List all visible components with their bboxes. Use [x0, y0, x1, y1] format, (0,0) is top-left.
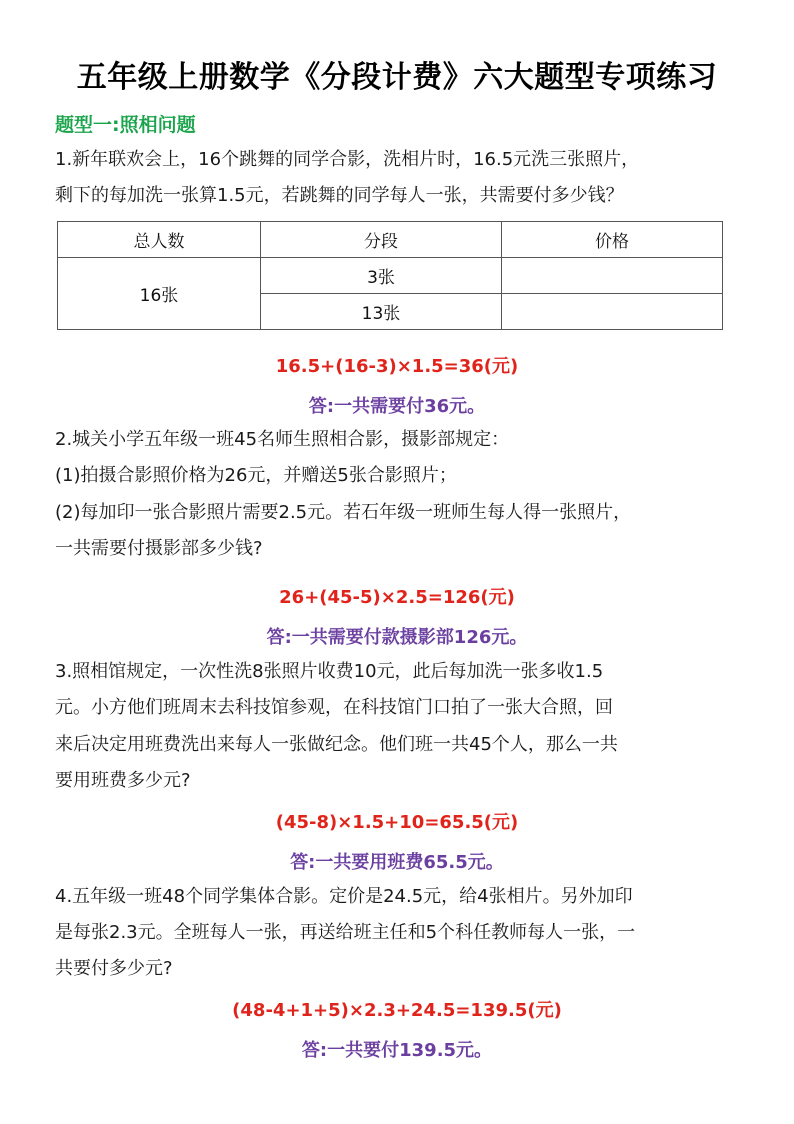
question-1-line-1: 1.新年联欢会上，16个跳舞的同学合影，洗相片时，16.5元洗三张照片，	[55, 149, 640, 170]
question-2-answer: 答:一共需要付款摄影部126元。	[266, 627, 528, 648]
question-4-line-3: 共要付多少元?	[55, 958, 173, 979]
question-3-calculation: (45-8)×1.5+10=65.5(元)	[275, 812, 519, 833]
question-2-line-4: 一共需要付摄影部多少钱?	[55, 538, 263, 559]
cell-segment-1: 3张	[261, 258, 502, 294]
table-row	[58, 258, 723, 294]
question-4-answer: 答:一共要付139.5元。	[301, 1040, 493, 1061]
question-2-line-3: (2)每加印一张合影照片需要2.5元。若石年级一班师生每人得一张照片，	[55, 502, 632, 523]
header-total: 总人数	[58, 222, 261, 258]
header-price: 价格	[502, 222, 723, 258]
question-4-calculation: (48-4+1+5)×2.3+24.5=139.5(元)	[232, 1000, 562, 1021]
question-3-line-4: 要用班费多少元?	[55, 770, 191, 791]
page-title: 五年级上册数学《分段计费》六大题型专项练习	[76, 60, 718, 95]
question-3-answer: 答:一共要用班费65.5元。	[290, 852, 504, 873]
cell-price-1	[502, 258, 723, 294]
question-4-line-1: 4.五年级一班48个同学集体合影。定价是24.5元，给4张相片。另外加印	[55, 886, 633, 907]
section-heading: 题型一:照相问题	[55, 114, 196, 136]
question-2-line-1: 2.城关小学五年级一班45名师生照相合影，摄影部规定：	[55, 429, 510, 450]
question-3-line-2: 元。小方他们班周末去科技馆参观，在科技馆门口拍了一张大合照，回	[55, 697, 613, 718]
table-header-row	[58, 222, 723, 258]
pricing-table	[57, 221, 723, 330]
cell-price-2	[502, 294, 723, 330]
question-1-line-2: 剩下的每加洗一张算1.5元，若跳舞的同学每人一张，共需要付多少钱？	[55, 185, 624, 206]
cell-total: 16张	[58, 258, 261, 330]
header-segment: 分段	[261, 222, 502, 258]
question-4-line-2: 是每张2.3元。全班每人一张，再送给班主任和5个科任教师每人一张，一	[55, 922, 636, 943]
cell-segment-2: 13张	[261, 294, 502, 330]
question-1-answer: 答:一共需要付36元。	[308, 396, 486, 417]
question-3-line-3: 来后决定用班费洗出来每人一张做纪念。他们班一共45个人，那么一共	[55, 734, 618, 755]
question-3-line-1: 3.照相馆规定，一次性洗8张照片收费10元，此后每加洗一张多收1.5	[55, 661, 604, 682]
question-2-line-2: (1)拍摄合影照价格为26元，并赠送5张合影照片；	[55, 465, 457, 486]
question-2-calculation: 26+(45-5)×2.5=126(元)	[279, 587, 515, 608]
question-1-calculation: 16.5+(16-3)×1.5=36(元)	[275, 356, 519, 377]
